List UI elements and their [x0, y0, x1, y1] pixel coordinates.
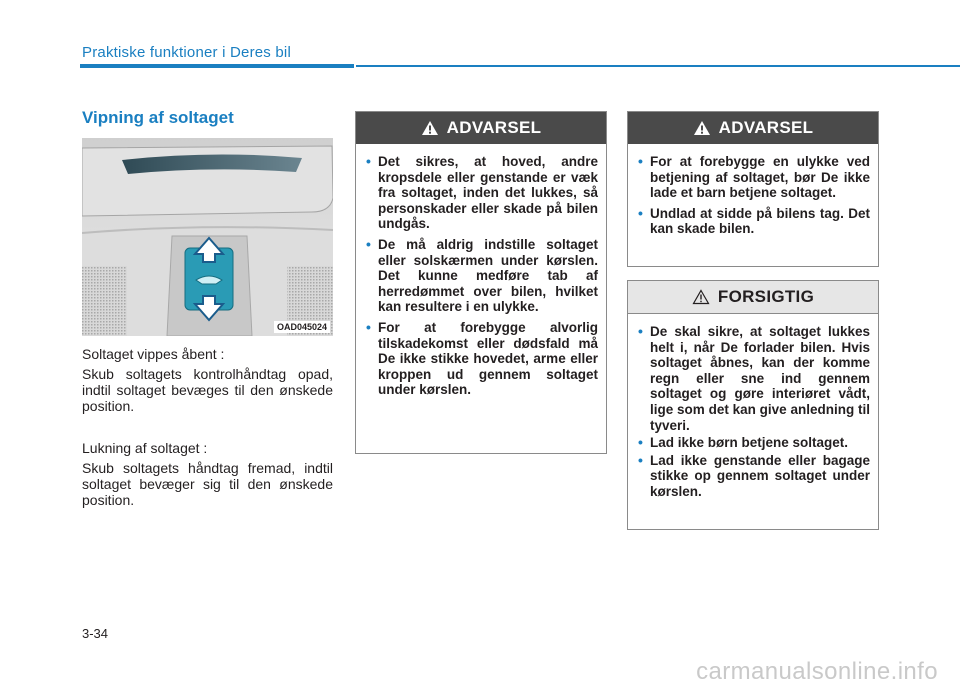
caution-item: • Lad ikke børn betjene soltaget. — [638, 435, 870, 451]
caution-title: FORSIGTIG — [717, 287, 815, 306]
watermark: carmanualsonline.info — [696, 658, 938, 685]
sunroof-illustration — [82, 138, 333, 336]
warning-header-1 — [356, 112, 606, 144]
caution-item: • Lad ikke genstande eller bagage stikke op gennem soltaget under kørslen. — [638, 453, 870, 500]
warning-triangle-icon — [693, 120, 711, 136]
warning-item: • Det sikres, at hoved, andre kropsdele eller genstande er væk fra soltaget, inden det lukkes, så personskader eller skade på bilen undgås. — [366, 154, 598, 232]
warning-item: • Undlad at sidde på bilens tag. Det kan skade bilen. — [638, 206, 870, 237]
warning-item: • For at forebygge alvorlig tilskadekomst eller dødsfald må De ikke stikke hovedet, arme eller kroppen ud gennem soltaget under kørslen. — [366, 320, 598, 398]
caution-box — [627, 280, 879, 530]
caution-item: • De skal sikre, at soltaget lukkes helt i, når De forlader bilen. Hvis soltaget åbnes, kan der komme regn eller sne ind gennem soltaget og gøre interiøret vådt, lige som det kan give anledning til tyveri. — [638, 324, 870, 433]
close-body: Skub soltagets håndtag fremad, indtil soltaget bevæger sig til den ønskede position. — [82, 460, 333, 508]
header-rule-thick — [80, 64, 354, 68]
caution-triangle-icon — [692, 289, 710, 305]
caution-header — [628, 281, 878, 314]
warning-header-2 — [628, 112, 878, 144]
sunroof-drawing — [82, 138, 333, 336]
running-header: Praktiske funktioner i Deres bil — [82, 44, 291, 61]
caution-list — [628, 314, 878, 500]
open-body: Skub soltagets kontrolhåndtag opad, indtil soltaget bevæges til den ønskede position. — [82, 366, 333, 414]
warning-title: ADVARSEL — [446, 118, 542, 137]
section-heading: Vipning af soltaget — [82, 108, 234, 127]
header-rule-thin — [356, 65, 960, 67]
warning-box-2 — [627, 111, 879, 267]
warning-item: • De må aldrig indstille soltaget eller solskærmen under kørslen. Det kunne medføre tab af herredømmet over bilen, hvilket kan resultere i en ulykke. — [366, 237, 598, 315]
warning-list-2 — [628, 144, 878, 237]
warning-title: ADVARSEL — [718, 118, 814, 137]
warning-box-1 — [355, 111, 607, 454]
open-label: Soltaget vippes åbent : — [82, 346, 225, 362]
close-label: Lukning af soltaget : — [82, 440, 208, 456]
warning-item: • For at forebygge en ulykke ved betjening af soltaget, bør De ikke lade et barn betjene soltaget. — [638, 154, 870, 201]
warning-triangle-icon — [421, 120, 439, 136]
warning-list-1 — [356, 144, 606, 398]
page-number: 3-34 — [82, 626, 109, 641]
figure-code: OAD045024 — [274, 321, 330, 333]
